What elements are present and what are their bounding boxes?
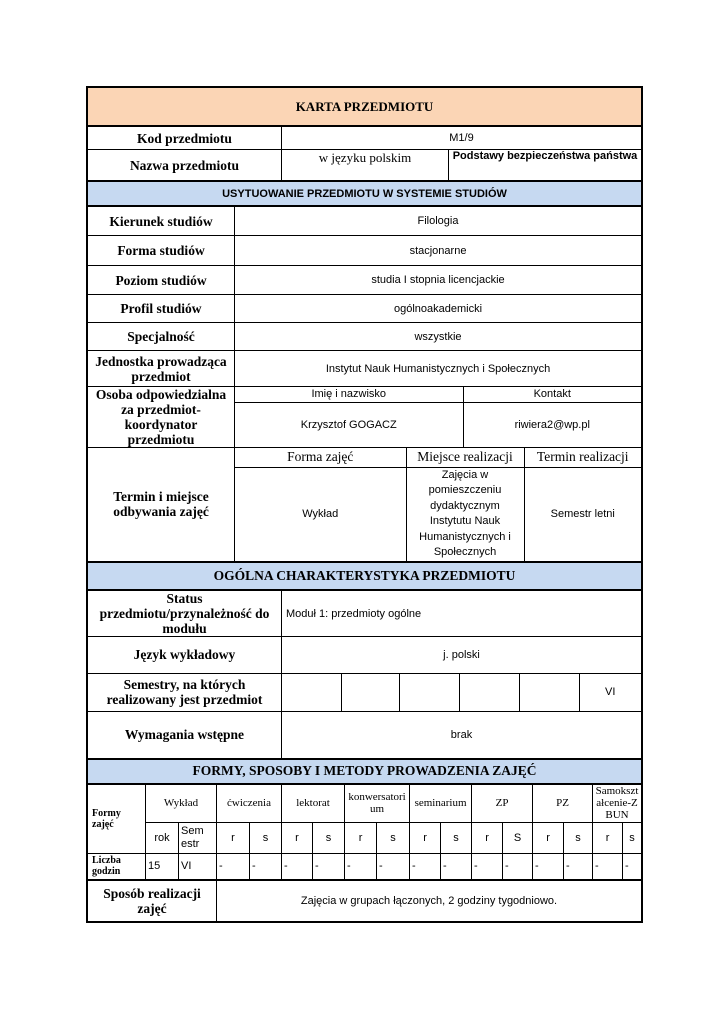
jezyk-label: Język wykładowy — [88, 636, 282, 673]
card-title: KARTA PRZEDMIOTU — [88, 88, 642, 126]
section2-header: OGÓLNA CHARAKTERYSTYKA PRZEDMIOTU — [88, 562, 642, 589]
formy-sub-12: S — [503, 822, 533, 853]
sposob-table — [87, 880, 642, 922]
godziny-12: - — [503, 853, 533, 879]
forma-studiow-label: Forma studiów — [88, 236, 235, 266]
formy-sub-7: r — [345, 822, 377, 853]
godziny-13: - — [533, 853, 564, 879]
formy-header-cwiczenia: ćwiczenia — [217, 784, 282, 822]
sposob-label: Sposób realizacji zajęć — [88, 880, 217, 921]
semestr-cell-1 — [282, 674, 341, 711]
wymagania-value: brak — [282, 711, 642, 758]
profil-value: ogólnoakademicki — [235, 295, 642, 323]
wymagania-label: Wymagania wstępne — [88, 711, 282, 758]
kod-value: M1/9 — [282, 127, 642, 150]
formy-sub-10: s — [441, 822, 472, 853]
course-card — [86, 86, 643, 923]
termin-forma: Wykład — [235, 467, 406, 561]
code-name-table — [87, 126, 642, 181]
semestr-cell-6: VI — [579, 674, 641, 711]
formy-header-konwersatorium: konwersatorium — [345, 784, 410, 822]
formy-sub-6: s — [313, 822, 345, 853]
osoba-label: Osoba odpowiedzialna za przedmiot-koordynator przedmiotu — [88, 387, 235, 448]
section3-table — [87, 759, 642, 784]
sposob-value: Zajęcia w grupach łączonych, 2 godziny tygodniowo. — [217, 880, 642, 921]
formy-sub-16: s — [623, 822, 642, 853]
formy-label: Formy zajęć — [88, 784, 146, 853]
semestry-label: Semestry, na których realizowany jest przedmiot — [88, 673, 282, 711]
forms-table — [87, 784, 642, 880]
godziny-7: - — [345, 853, 377, 879]
osoba-col-name: Imię i nazwisko — [235, 387, 463, 402]
semestry-cell — [282, 673, 642, 711]
section1-table — [87, 181, 642, 206]
formy-header-zp: ZP — [472, 784, 533, 822]
jednostka-value: Instytut Nauk Humanistycznych i Społecznych — [235, 351, 642, 387]
placement-table — [87, 206, 642, 562]
godziny-9: - — [410, 853, 441, 879]
osoba-contact[interactable]: riwiera2@wp.pl — [463, 402, 641, 447]
semestr-cell-2 — [341, 674, 399, 711]
formy-header-seminarium: seminarium — [410, 784, 472, 822]
godziny-3: - — [217, 853, 250, 879]
formy-sub-3: r — [217, 822, 250, 853]
status-value: Moduł 1: przedmioty ogólne — [282, 590, 642, 636]
godziny-15: - — [593, 853, 623, 879]
jezyk-value: j. polski — [282, 636, 642, 673]
godziny-10: - — [441, 853, 472, 879]
godziny-14: - — [564, 853, 593, 879]
godziny-6: - — [313, 853, 345, 879]
formy-sub-2: Sem estr — [179, 822, 217, 853]
title-table — [87, 87, 642, 126]
kod-label: Kod przedmiotu — [88, 127, 282, 150]
termin-label: Termin i miejsce odbywania zajęć — [88, 448, 235, 562]
section3-header: FORMY, SPOSOBY I METODY PROWADZENIA ZAJĘĆ — [88, 759, 642, 783]
termin-termin: Semestr letni — [524, 467, 641, 561]
formy-sub-13: r — [533, 822, 564, 853]
godziny-11: - — [472, 853, 503, 879]
specjalnosc-label: Specjalność — [88, 323, 235, 351]
semestr-cell-3 — [399, 674, 459, 711]
jednostka-label: Jednostka prowadząca przedmiot — [88, 351, 235, 387]
termin-h3: Termin realizacji — [524, 448, 641, 467]
poziom-label: Poziom studiów — [88, 266, 235, 295]
semestr-cell-5 — [519, 674, 579, 711]
formy-header-wyklad: Wykład — [146, 784, 217, 822]
semestry-inner — [282, 674, 641, 711]
profil-label: Profil studiów — [88, 295, 235, 323]
osoba-cell — [235, 387, 642, 448]
godziny-label: Liczba godzin — [88, 853, 146, 879]
osoba-name: Krzysztof GOGACZ — [235, 402, 463, 447]
semestr-cell-4 — [459, 674, 519, 711]
osoba-inner — [235, 387, 641, 447]
nazwa-value: Podstawy bezpieczeństwa państwa — [449, 150, 642, 181]
osoba-col-contact: Kontakt — [463, 387, 641, 402]
formy-header-lektorat: lektorat — [282, 784, 345, 822]
godziny-1: 15 — [146, 853, 179, 879]
formy-sub-14: s — [564, 822, 593, 853]
formy-sub-5: r — [282, 822, 313, 853]
formy-sub-11: r — [472, 822, 503, 853]
godziny-2: VI — [179, 853, 217, 879]
godziny-4: - — [250, 853, 282, 879]
godziny-5: - — [282, 853, 313, 879]
formy-header-pz: PZ — [533, 784, 593, 822]
godziny-16: - — [623, 853, 642, 879]
termin-inner — [235, 448, 641, 561]
formy-sub-1: rok — [146, 822, 179, 853]
formy-sub-8: s — [377, 822, 410, 853]
section1-header: USYTUOWANIE PRZEDMIOTU W SYSTEMIE STUDIÓW — [88, 182, 642, 206]
nazwa-lang: w języku polskim — [282, 150, 449, 181]
kierunek-label: Kierunek studiów — [88, 207, 235, 236]
termin-h2: Miejsce realizacji — [406, 448, 524, 467]
formy-header-samoksztalcenie: Samokształcenie-ZBUN — [593, 784, 642, 822]
status-label: Status przedmiotu/przynależność do modułu — [88, 590, 282, 636]
characteristics-table — [87, 590, 642, 759]
formy-sub-4: s — [250, 822, 282, 853]
nazwa-label: Nazwa przedmiotu — [88, 150, 282, 181]
kierunek-value: Filologia — [235, 207, 642, 236]
formy-sub-15: r — [593, 822, 623, 853]
formy-sub-9: r — [410, 822, 441, 853]
godziny-8: - — [377, 853, 410, 879]
poziom-value: studia I stopnia licencjackie — [235, 266, 642, 295]
section2-table — [87, 562, 642, 590]
forma-studiow-value: stacjonarne — [235, 236, 642, 266]
termin-cell — [235, 448, 642, 562]
termin-h1: Forma zajęć — [235, 448, 406, 467]
specjalnosc-value: wszystkie — [235, 323, 642, 351]
termin-miejsce: Zajęcia w pomieszczeniu dydaktycznym Instytutu Nauk Humanistycznych i Społecznych — [406, 467, 524, 561]
